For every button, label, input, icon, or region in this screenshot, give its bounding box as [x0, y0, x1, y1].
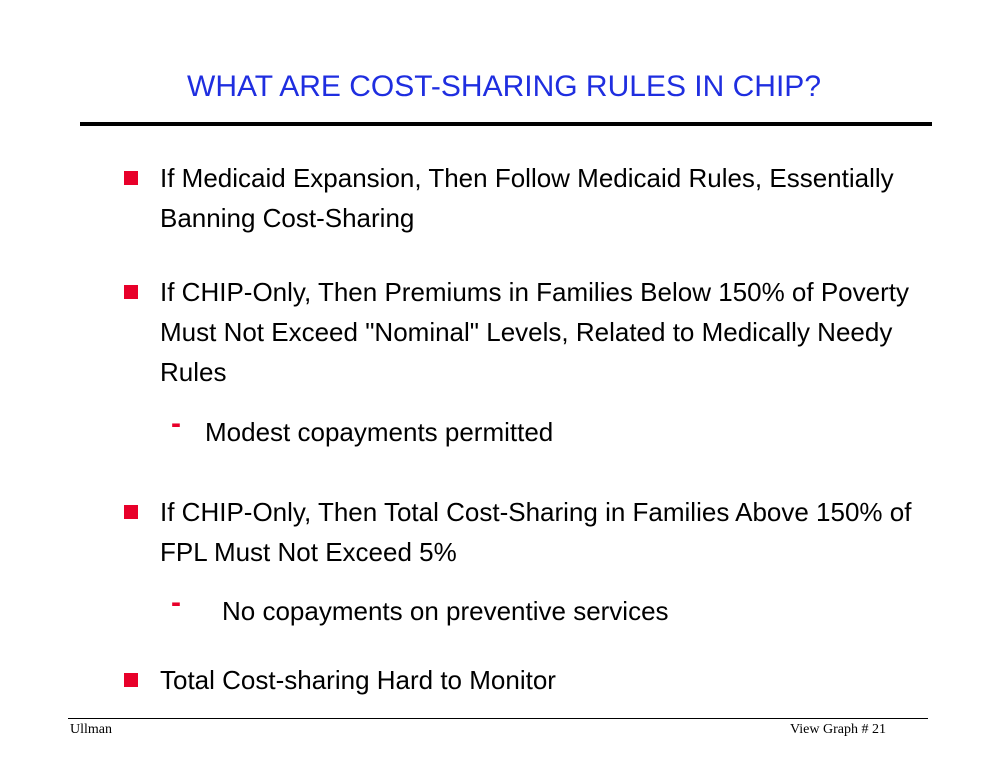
subbullet-item-2: [171, 586, 669, 631]
bullet-text-1: If Medicaid Expansion, Then Follow Medicaid Rules, Essentially Banning Cost-Sharing: [160, 163, 894, 233]
bullet-text-4: Total Cost-sharing Hard to Monitor: [160, 665, 556, 695]
bullet-item-1: [160, 158, 920, 238]
title-divider: [80, 122, 932, 126]
bullet-item-4: [160, 660, 920, 700]
subbullet-text-1: Modest copayments permitted: [205, 417, 554, 447]
square-bullet-icon: [124, 673, 138, 687]
bullet-item-3: [160, 492, 920, 572]
subbullet-text-2: No copayments on preventive services: [222, 596, 669, 626]
bullet-text-2: If CHIP-Only, Then Premiums in Families Below 150% of Poverty Must Not Exceed "Nominal" Levels, Related to Medically Needy Rules: [160, 277, 909, 387]
bullet-item-2: [160, 272, 920, 392]
bullet-text-3: If CHIP-Only, Then Total Cost-Sharing in Families Above 150% of FPL Must Not Exceed 5%: [160, 497, 912, 567]
slide-title: WHAT ARE COST-SHARING RULES IN CHIP?: [187, 70, 821, 103]
footer-author: Ullman: [70, 722, 112, 737]
square-bullet-icon: [124, 171, 138, 185]
footer-divider: [68, 718, 928, 719]
square-bullet-icon: [124, 505, 138, 519]
footer-page-number: View Graph # 21: [790, 722, 886, 737]
subbullet-item-1: [171, 407, 554, 452]
square-bullet-icon: [124, 285, 138, 299]
dash-bullet-icon: -: [171, 586, 181, 619]
dash-bullet-icon: -: [171, 407, 181, 440]
